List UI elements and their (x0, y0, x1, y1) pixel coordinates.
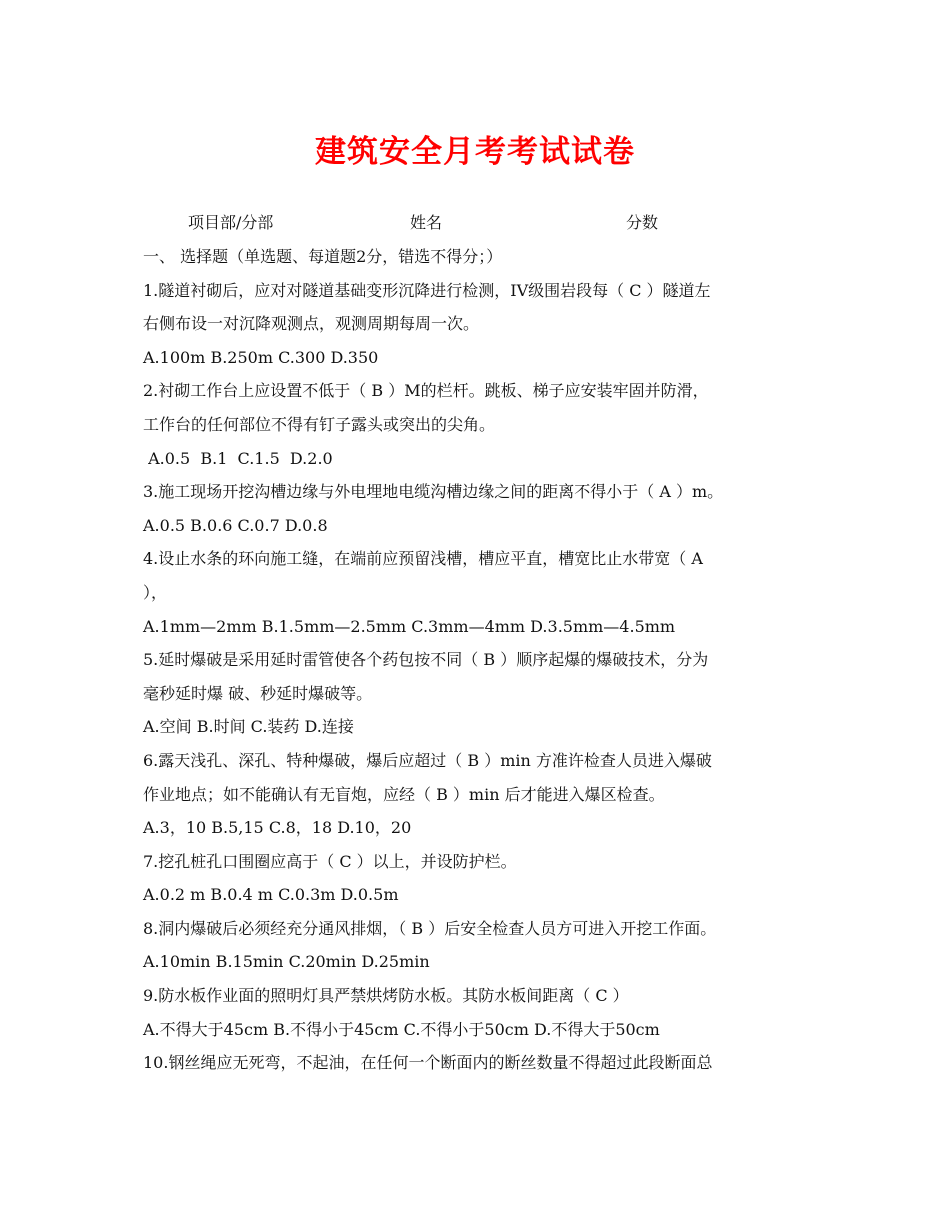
options-line: A.0.5 B.1 C.1.5 D.2.0 (143, 448, 333, 468)
text-line: 作业地点；如不能确认有无盲炮，应经（ B ）min 后才能进入爆区检查。 (143, 784, 665, 804)
project-field-label: 项目部/分部 (188, 213, 274, 232)
text-line: 6.露天浅孔、深孔、特种爆破，爆后应超过（ B ）min 方准许检查人员进入爆破 (143, 750, 712, 770)
text-line: 4.设止水条的环向施工缝，在端前应预留浅槽，槽应平直，槽宽比止水带宽（ A (143, 549, 703, 569)
text-line: 5.延时爆破是采用延时雷管使各个药包按不同（ B ）顺序起爆的爆破技术，分为 (143, 650, 709, 670)
text-line: 10.钢丝绳应无死弯，不起油，在任何一个断面内的断丝数量不得超过此段断面总 (143, 1053, 713, 1073)
text-line: 1.隧道衬砌后，应对对隧道基础变形沉降进行检测，IV级围岩段每（ C ）隧道左 (143, 280, 711, 300)
score-field-label: 分数 (626, 213, 659, 232)
page-title: 建筑安全月考考试试卷 (315, 134, 635, 170)
options-line: A.1mm—2mm B.1.5mm—2.5mm C.3mm—4mm D.3.5mm—4.5mm (143, 616, 676, 636)
options-line: A.不得大于45cm B.不得小于45cm C.不得小于50cm D.不得大于50cm (143, 1019, 660, 1039)
options-line: A.0.2 m B.0.4 m C.0.3m D.0.5m (143, 885, 399, 905)
text-line: 2.衬砌工作台上应设置不低于（ B ）M的栏杆。跳板、梯子应安装牢固并防滑， (143, 381, 709, 401)
name-field-label: 姓名 (410, 213, 443, 232)
text-line: 7.挖孔桩孔口围圈应高于（ C ）以上，并设防护栏。 (143, 851, 517, 871)
options-line: A.0.5 B.0.6 C.0.7 D.0.8 (143, 515, 328, 535)
text-line: 工作台的任何部位不得有钉子露头或突出的尖角。 (143, 414, 496, 434)
text-line: ）， (143, 582, 168, 602)
text-line: 右侧布设一对沉降观测点，观测周期每周一次。 (143, 314, 480, 334)
options-line: A.3，10 B.5,15 C.8，18 D.10，20 (143, 818, 412, 838)
text-line: 8.洞内爆破后必须经充分通风排烟，（ B ）后安全检查人员方可进入开挖工作面。 (143, 918, 717, 938)
section-heading: 一、 选择题（单选题、每道题2分，错选不得分；） (143, 247, 503, 266)
options-line: A.100m B.250m C.300 D.350 (143, 347, 379, 367)
header-fields (0, 210, 950, 234)
options-line: A.10min B.15min C.20min D.25min (143, 952, 430, 972)
text-line: 3.施工现场开挖沟槽边缘与外电埋地电缆沟槽边缘之间的距离不得小于（ A ）m。 (143, 482, 724, 502)
question-list (143, 240, 815, 1080)
text-line: 毫秒延时爆 破、秒延时爆破等。 (143, 683, 373, 703)
options-line: A.空间 B.时间 C.装药 D.连接 (143, 717, 354, 737)
text-line: 9.防水板作业面的照明灯具严禁烘烤防水板。其防水板间距离（ C ） (143, 986, 629, 1006)
